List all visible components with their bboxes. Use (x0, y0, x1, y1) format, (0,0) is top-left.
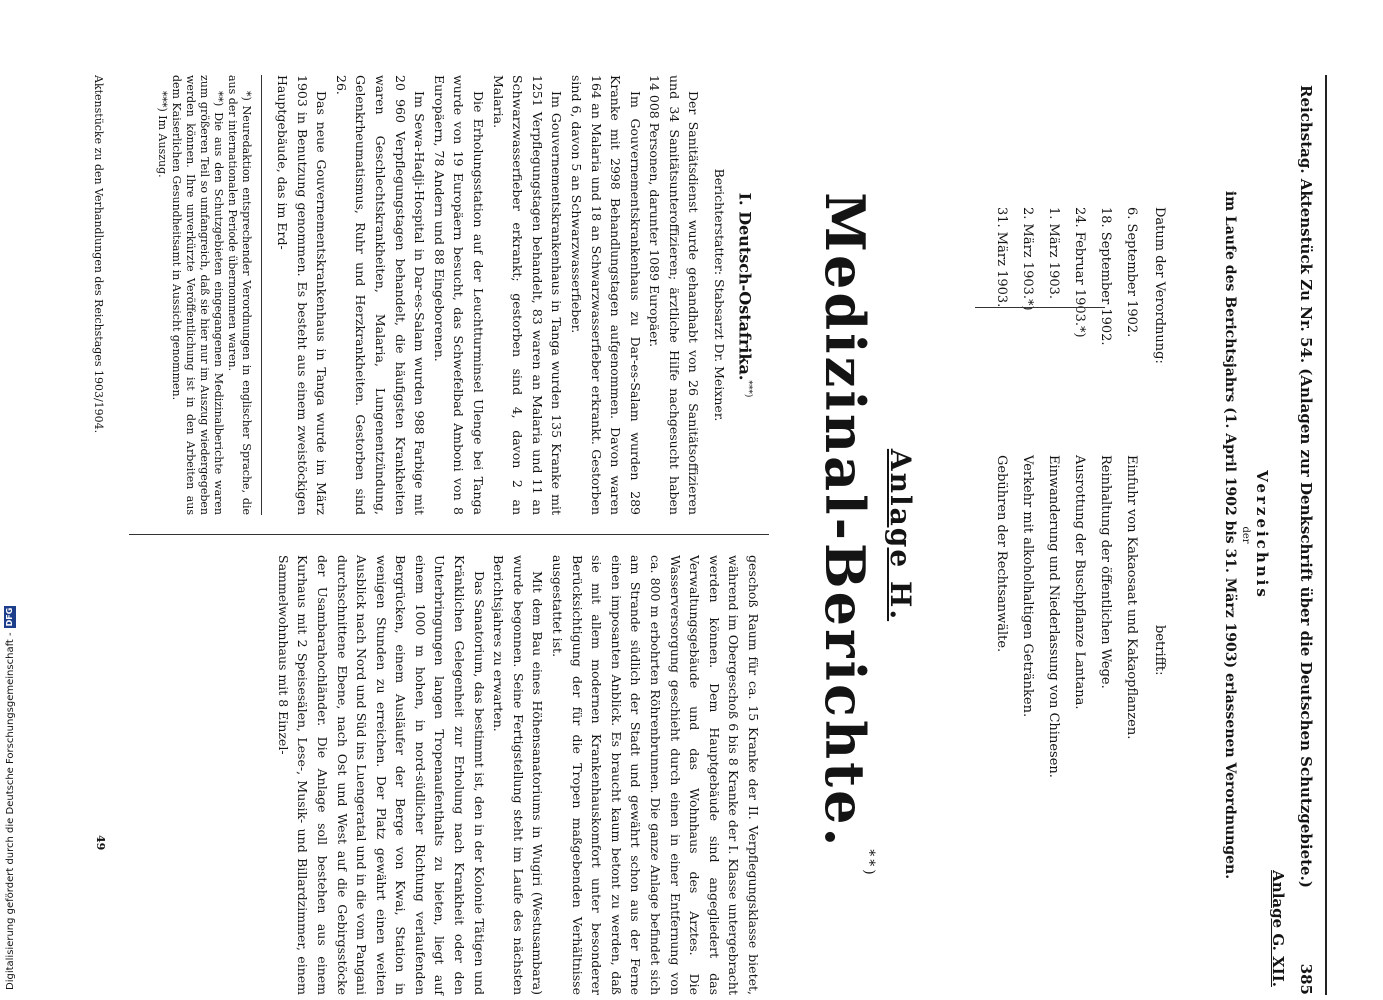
table-header-row (1152, 195, 1167, 915)
anlage-h-label: Anlage H. (884, 448, 917, 622)
verzeichnis-der: der (1240, 526, 1251, 544)
digitization-credit (3, 607, 19, 990)
paragraph: geschoß Raum für ca. 15 Kranke der II. Verpflegungsklasse bietet, während im Obergeschoß 6 bis 8 Kranke der I. Klasse untergebracht werden können. Dem Hauptgebäude sind angegliedert das Verwaltungsgebäude und das Wohnhaus des Arztes. Die Wasserversorgung geschieht durch einen in einer Entfernung von ca. 800 m erbohrten Röhrenbrunnen. Die ganze Anlage befindet sich am Strande südlich der Stadt und gewährt schon aus der Ferne einen imposanten Anblick. Es braucht kaum betont zu werden, daß sie mit allem modernen Krankenhauskomfort unter besonderer Berücksichtigung der für die Tropen maßgebenden Verhältnisse ausgestattet ist. (550, 555, 761, 995)
footnote: ***) Im Auszug. (156, 91, 170, 178)
row-subject: Reinhaltung der öffentlichen Wege. (1098, 455, 1113, 689)
row-subject: Ausrottung der Buschpflanze Lantana. (1072, 455, 1087, 710)
row-subject: Verkehr mit alkoholhaltigen Getränken. (1020, 455, 1035, 718)
verordnungen-table (988, 195, 1167, 915)
row-subject: Gebühren der Rechtsanwälte. (994, 455, 1009, 653)
col-header-subject: betrifft: (1152, 625, 1167, 676)
section-title (735, 75, 757, 515)
dfg-logo: DFG (5, 607, 14, 627)
main-title-note: **) (861, 849, 877, 878)
row-date: 2. März 1903.*) (1020, 207, 1035, 311)
right-column (273, 555, 763, 995)
header-title: Reichstag. Aktenstück Zu Nr. 54. (Anlagen zur Denkschrift über die Deutschen Schutzgebiete.) (1297, 85, 1315, 888)
page-footer-title: Aktenstücke zu den Verhandlungen des Reichstages 1903/1904. (92, 75, 105, 434)
verzeichnis-title: Verzeichnis (1253, 470, 1271, 600)
header-rule (1325, 75, 1327, 995)
paragraph: Das Sanatorium, das bestimmt ist, den in der Kolonie Tätigen und Kränklichen Gelegenheit zur Erholung nach Krankheit oder den Unterbringungen langen Tropenaufenthalts zu bieten, liegt auf einem 1000 m hohen, in nord-südlicher Richtung verlaufenden Bergrücken, einem Ausläufer der Berge von Kwai, Station in wenigen Stunden zu erreichen. Der Platz gewährt einen weiten Ausblick nach Nord und Süd ins Luengeratal und in die vom Pangani durchschnittene Ebene, nach Ost und West auf die Gebirgsstöcke der Usambarahochländer. Die Anlage soll bestehen aus einem Kurhaus mit 2 Speisesälen, Lese-, Musik- und Billardzimmer, einem Sammelwohnhaus mit 8 Einzel- (275, 555, 487, 995)
verzeichnis-subtitle: im Laufe des Berichtsjahrs (1. April 1902 bis 31. März 1903) erlassenen Verordnungen. (1222, 190, 1238, 880)
row-date: 6. September 1902. (1124, 207, 1139, 338)
page-footer-number: 49 (94, 835, 107, 851)
main-title (813, 75, 877, 995)
footnote-rule (261, 75, 262, 515)
section-title-text: I. Deutsch-Ostafrika. (735, 192, 755, 381)
table-row (988, 195, 1014, 915)
main-title-text: Medizinal-Berichte. (813, 192, 877, 850)
table-row (1040, 195, 1066, 915)
anlage-g-label: Anlage G. XII. (1269, 870, 1287, 987)
table-row (1092, 195, 1118, 915)
paragraph: Im Sewa-Hadji-Hospital in Dar-es-Salam wurden 988 Farbige mit 20 960 Verpflegungstagen behandelt, die häufigsten Krankheiten waren Geschlechtskrankheiten, Malaria, Lungenentzündung, Gelenkrheumatismus, Ruhr und Herzkrankheiten. Gestorben sind 26. (333, 75, 428, 515)
paragraph: Im Gouvernementskrankenhaus in Tanga wurden 135 Kranke mit 1251 Verpflegungstagen behandelt, 83 waren an Malaria und 11 an Schwarzwasserfieber erkrankt; gestorben sind 4, davon 2 an Malaria. (490, 75, 565, 515)
paragraph: Im Gouvernementskrankenhaus zu Dar-es-Salam wurden 289 Kranke mit 2998 Behandlungstagen aufgenommen. Davon waren 164 an Malaria und 18 an Schwarzwasserfieber erkrankt. Gestorben sind 6, davon 5 an Schwarzwasserfieber. (568, 75, 643, 515)
verzeichnis-heading (1222, 75, 1271, 995)
reporter-line: Berichterstatter: Stabsarzt Dr. Meixner. (712, 168, 728, 422)
header-page-number: 385 (1297, 963, 1315, 995)
document-page (85, 75, 1335, 995)
left-column (155, 75, 763, 515)
footnote: **) Die aus den Schutzgebieten eingegangenen Medizinalberichte waren zum größeren Teil so umfangreich, daß sie hier nur im Auszug wiedergegeben werden können. Ihre unverkürzte Veröffentlichung ist in den Arbeiten aus dem Kaiserlichen Gesundheitsamt in Aussicht genommen. (170, 75, 226, 515)
table-row (1118, 195, 1144, 915)
table-column-divider (975, 307, 1105, 308)
row-subject: Einwanderung und Niederlassung von Chinesen. (1046, 455, 1061, 778)
paragraph: Das neue Gouvernementskrankenhaus in Tanga wurde im März 1903 in Benutzung genommen. Es besteht aus einem zweistöckigen Hauptgebäude, das im Erd- (275, 75, 330, 515)
column-divider (129, 534, 769, 535)
col-header-date: Datum der Verordnung: (1152, 207, 1167, 364)
table-row (1014, 195, 1040, 915)
row-date: 24. Februar 1903.*) (1072, 207, 1087, 338)
row-date: 1. März 1903. (1046, 207, 1061, 300)
footnote: *) Neuredaktion entsprechender Verordnungen in englischer Sprache, die aus der internationalen Periode übernommen waren. (226, 75, 254, 515)
credit-text: Digitalisierung gefördert durch die Deutsche Forschungsgemeinschaft - (5, 632, 16, 990)
row-date: 31. März 1903. (994, 207, 1009, 308)
row-date: 18. September 1902. (1098, 207, 1113, 346)
table-row (1066, 195, 1092, 915)
row-subject: Einfuhr von Kakaosaat und Kakaopflanzen. (1124, 455, 1139, 740)
paragraph: Der Sanitätsdienst wurde gehandhabt von 26 Sanitätsoffizieren und 34 Sanitätsunteroffizieren; ärztliche Hilfe nachgesucht haben 14 008 Personen, darunter 1089 Europäer. (647, 75, 702, 515)
paragraph: Die Erholungsstation auf der Leuchtturminsel Ulenge bei Tanga wurde von 19 Europäern besucht, das Schwefelbad Amboni von 8 Europäern, 78 Andern und 88 Eingeborenen. (431, 75, 486, 515)
section-title-note: ***) (743, 380, 753, 398)
paragraph: Mit dem Bau eines Höhensanatoriums in Wugiri (Westusambara) wurde begonnen. Seine Fertigstellung steht im Laufe des nächsten Berichtsjahres zu erwarten. (491, 555, 546, 995)
